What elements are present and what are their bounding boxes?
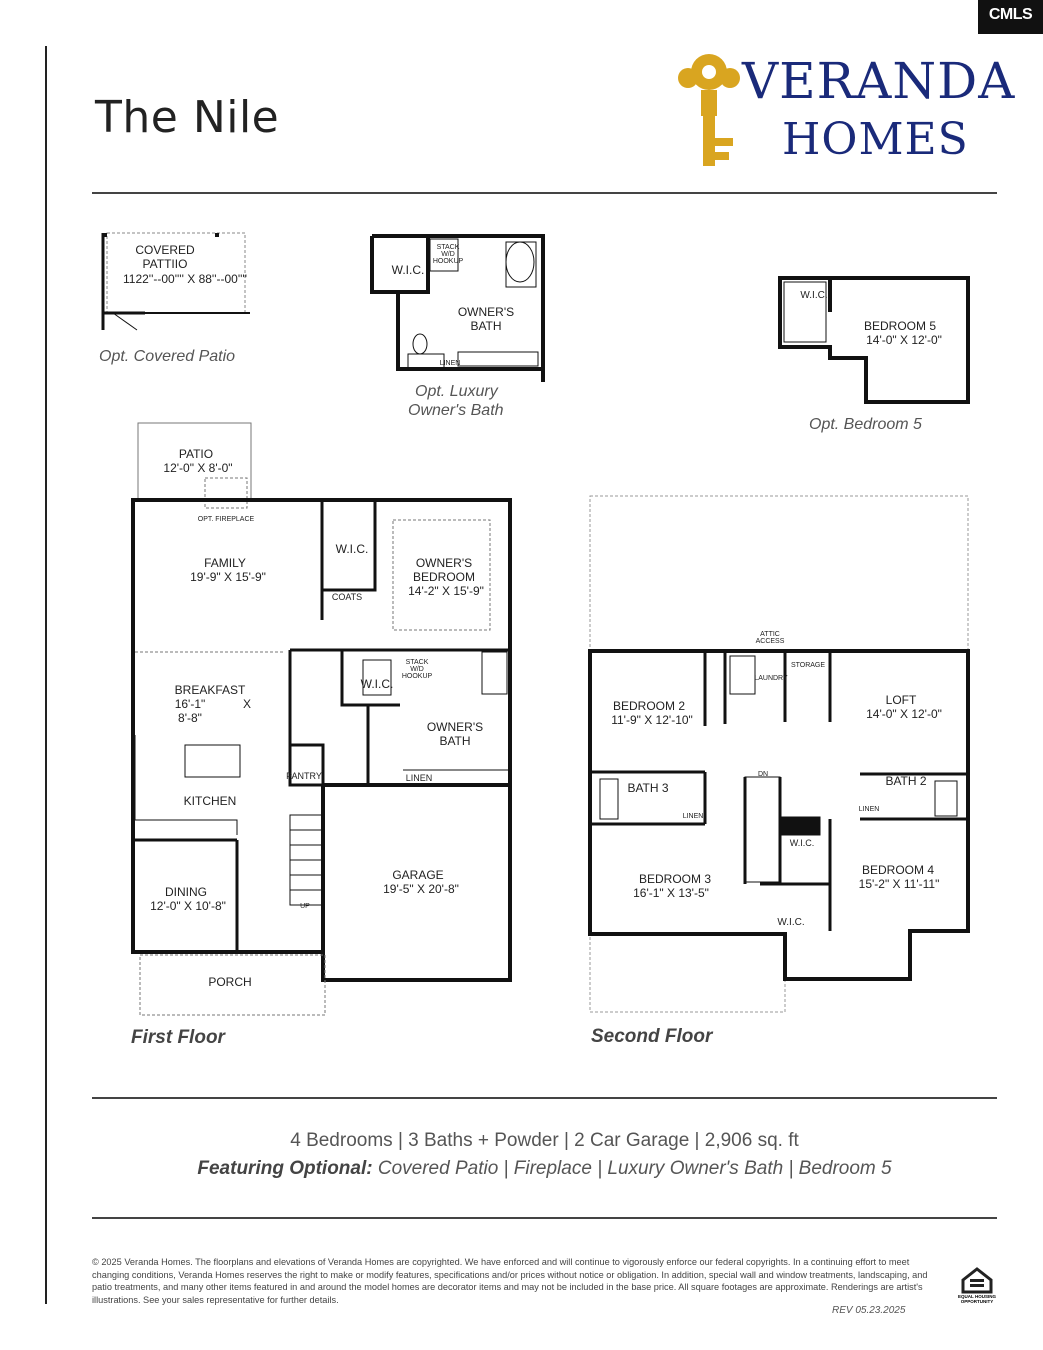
ff-kitchen: KITCHEN: [183, 794, 237, 808]
ff-owners-bed-name-2: BEDROOM: [412, 570, 476, 584]
sf-access: ACCESS: [755, 638, 785, 645]
opt-luxury-name-2: BATH: [470, 319, 502, 333]
plan-title: The Nile: [95, 92, 280, 143]
opt-luxury-stack: STACK: [436, 244, 460, 251]
ff-breakfast-name: BREAKFAST: [174, 683, 246, 697]
opt-patio-plan: [95, 225, 275, 335]
sf-linen2: LINEN: [858, 806, 880, 813]
equal-housing-line2: OPPORTUNITY: [960, 1299, 994, 1304]
sf-linen3: LINEN: [682, 813, 704, 820]
legal-disclaimer: © 2025 Veranda Homes. The floorplans and elevations of Veranda Homes are copyrighted. We have enforced and will continue to vigorously enforce our federal copyrights. In a continuing effort to meet changing conditions, Veranda Homes reserves the right to make or modify features, specifications and/or prices without notice or obligation. In addition, special wall and window treatments, landscaping, and patio treatments, and many other items featured in and around the model homes are decorator items and may not be included in the base price. All square footages are approximate. Renderings are artist's illustrations. See your sales representative for further details.: [92, 1257, 928, 1305]
summary-top-divider: [92, 1097, 997, 1099]
ff-linen: LINEN: [405, 773, 433, 783]
sf-bed2-dims: 11'-9" X 12'-10": [611, 713, 693, 727]
ff-breakfast-x: X: [242, 697, 252, 711]
sf-dn: DN: [757, 771, 769, 778]
ff-wic2: W.I.C.: [360, 677, 394, 691]
sf-wic-b: W.I.C.: [777, 917, 805, 928]
opt-bedroom5-wic: W.I.C.: [800, 290, 828, 301]
opt-luxury-caption-2: Owner's Bath: [408, 402, 504, 419]
ff-family-name: FAMILY: [204, 556, 246, 570]
brand-name-line1: VERANDA: [742, 52, 1016, 110]
ff-dining-name: DINING: [165, 885, 207, 899]
second-floor-plan: [585, 494, 975, 1014]
ff-patio-dims: 12'-0" X 8'-0": [163, 461, 233, 475]
revision-date: REV 05.23.2025: [832, 1305, 906, 1316]
ff-owners-bed-name-1: OWNER'S: [415, 556, 473, 570]
first-floor-label: First Floor: [131, 1027, 225, 1048]
opt-patio-name-2: PATTIIO: [142, 257, 188, 271]
sf-loft-dims: 14'-0" X 12'-0": [866, 707, 942, 721]
plan-summary: 4 Bedrooms | 3 Baths + Powder | 2 Car Garage | 2,906 sq. ft: [290, 1130, 799, 1151]
ff-pantry: PANTRY: [286, 771, 322, 781]
ff-owners-bath-name-1: OWNER'S: [426, 720, 484, 734]
opt-luxury-wd: W/D: [441, 251, 455, 258]
sf-bed4-dims: 15'-2" X 11'-11": [858, 877, 940, 891]
sf-bed3-name: BEDROOM 3: [638, 872, 712, 886]
opt-bedroom5-plan: [776, 262, 976, 412]
optional-items: Covered Patio | Fireplace | Luxury Owner's Bath | Bedroom 5: [372, 1158, 892, 1179]
ff-wd: W/D: [410, 666, 424, 673]
opt-bedroom5-caption: Opt. Bedroom 5: [809, 416, 922, 433]
sf-storage: STORAGE: [790, 662, 826, 669]
equal-housing-line1: EQUAL HOUSING: [958, 1294, 996, 1299]
ff-garage-dims: 19'-5" X 20'-8": [383, 882, 459, 896]
ff-garage-name: GARAGE: [392, 868, 444, 882]
sf-wic-a: W.I.C.: [789, 838, 815, 848]
ff-patio-name: PATIO: [178, 447, 214, 461]
sf-bed4-name: BEDROOM 4: [861, 863, 935, 877]
ff-dining-dims: 12'-0" X 10'-8": [150, 899, 226, 913]
equal-housing-icon: [958, 1266, 996, 1306]
sf-bed3-dims: 16'-1" X 13'-5": [633, 886, 709, 900]
ff-coats: COATS: [331, 592, 363, 602]
opt-patio-dims: 1122''--00'''' X 88''--00'''': [123, 272, 247, 286]
ff-up: UP: [300, 903, 310, 910]
opt-luxury-wic: W.I.C.: [391, 263, 425, 277]
optional-label: Featuring Optional:: [197, 1158, 373, 1179]
summary-bottom-divider: [92, 1217, 997, 1219]
first-floor-plan: [125, 420, 520, 1020]
sf-attic: ATTIC: [760, 631, 780, 638]
ff-owners-bath-name-2: BATH: [439, 734, 471, 748]
ff-wic1: W.I.C.: [335, 542, 369, 556]
mls-badge: CMLS: [978, 0, 1043, 34]
opt-luxury-hookup: HOOKUP: [432, 258, 464, 265]
sf-bath3: BATH 3: [627, 781, 669, 795]
ff-breakfast-dims-2: 8'-8": [178, 711, 202, 725]
second-floor-label: Second Floor: [591, 1026, 713, 1047]
sf-laundry: LAUNDRY: [754, 675, 788, 682]
sf-bath2: BATH 2: [885, 774, 927, 788]
header-divider: [92, 192, 997, 194]
opt-luxury-caption-1: Opt. Luxury: [415, 383, 498, 400]
ff-breakfast-dims-1: 16'-1": [174, 697, 206, 711]
ff-fireplace-label: OPT. FIREPLACE: [197, 516, 255, 523]
opt-patio-name-1: COVERED: [135, 243, 195, 257]
ff-stack: STACK: [405, 659, 429, 666]
opt-luxury-name-1: OWNER'S: [457, 305, 515, 319]
key-logo-icon: [672, 50, 747, 172]
sf-bed2-name: BEDROOM 2: [612, 699, 686, 713]
ff-owners-bed-dims: 14'-2" X 15'-9": [408, 584, 484, 598]
sf-loft-name: LOFT: [885, 693, 917, 707]
opt-patio-caption: Opt. Covered Patio: [99, 348, 236, 365]
ff-porch: PORCH: [208, 975, 252, 989]
opt-bedroom5-name: BEDROOM 5: [863, 319, 937, 333]
opt-bedroom5-dims: 14'-0" X 12'-0": [866, 333, 942, 347]
ff-family-dims: 19'-9" X 15'-9": [190, 570, 266, 584]
optional-features: [92, 1158, 997, 1180]
opt-luxury-linen: LINEN: [439, 360, 461, 367]
left-rule: [45, 46, 47, 1304]
opt-luxury-bath-plan: [368, 224, 548, 384]
brand-name-line2: HOMES: [782, 114, 969, 165]
ff-hookup: HOOKUP: [401, 673, 433, 680]
